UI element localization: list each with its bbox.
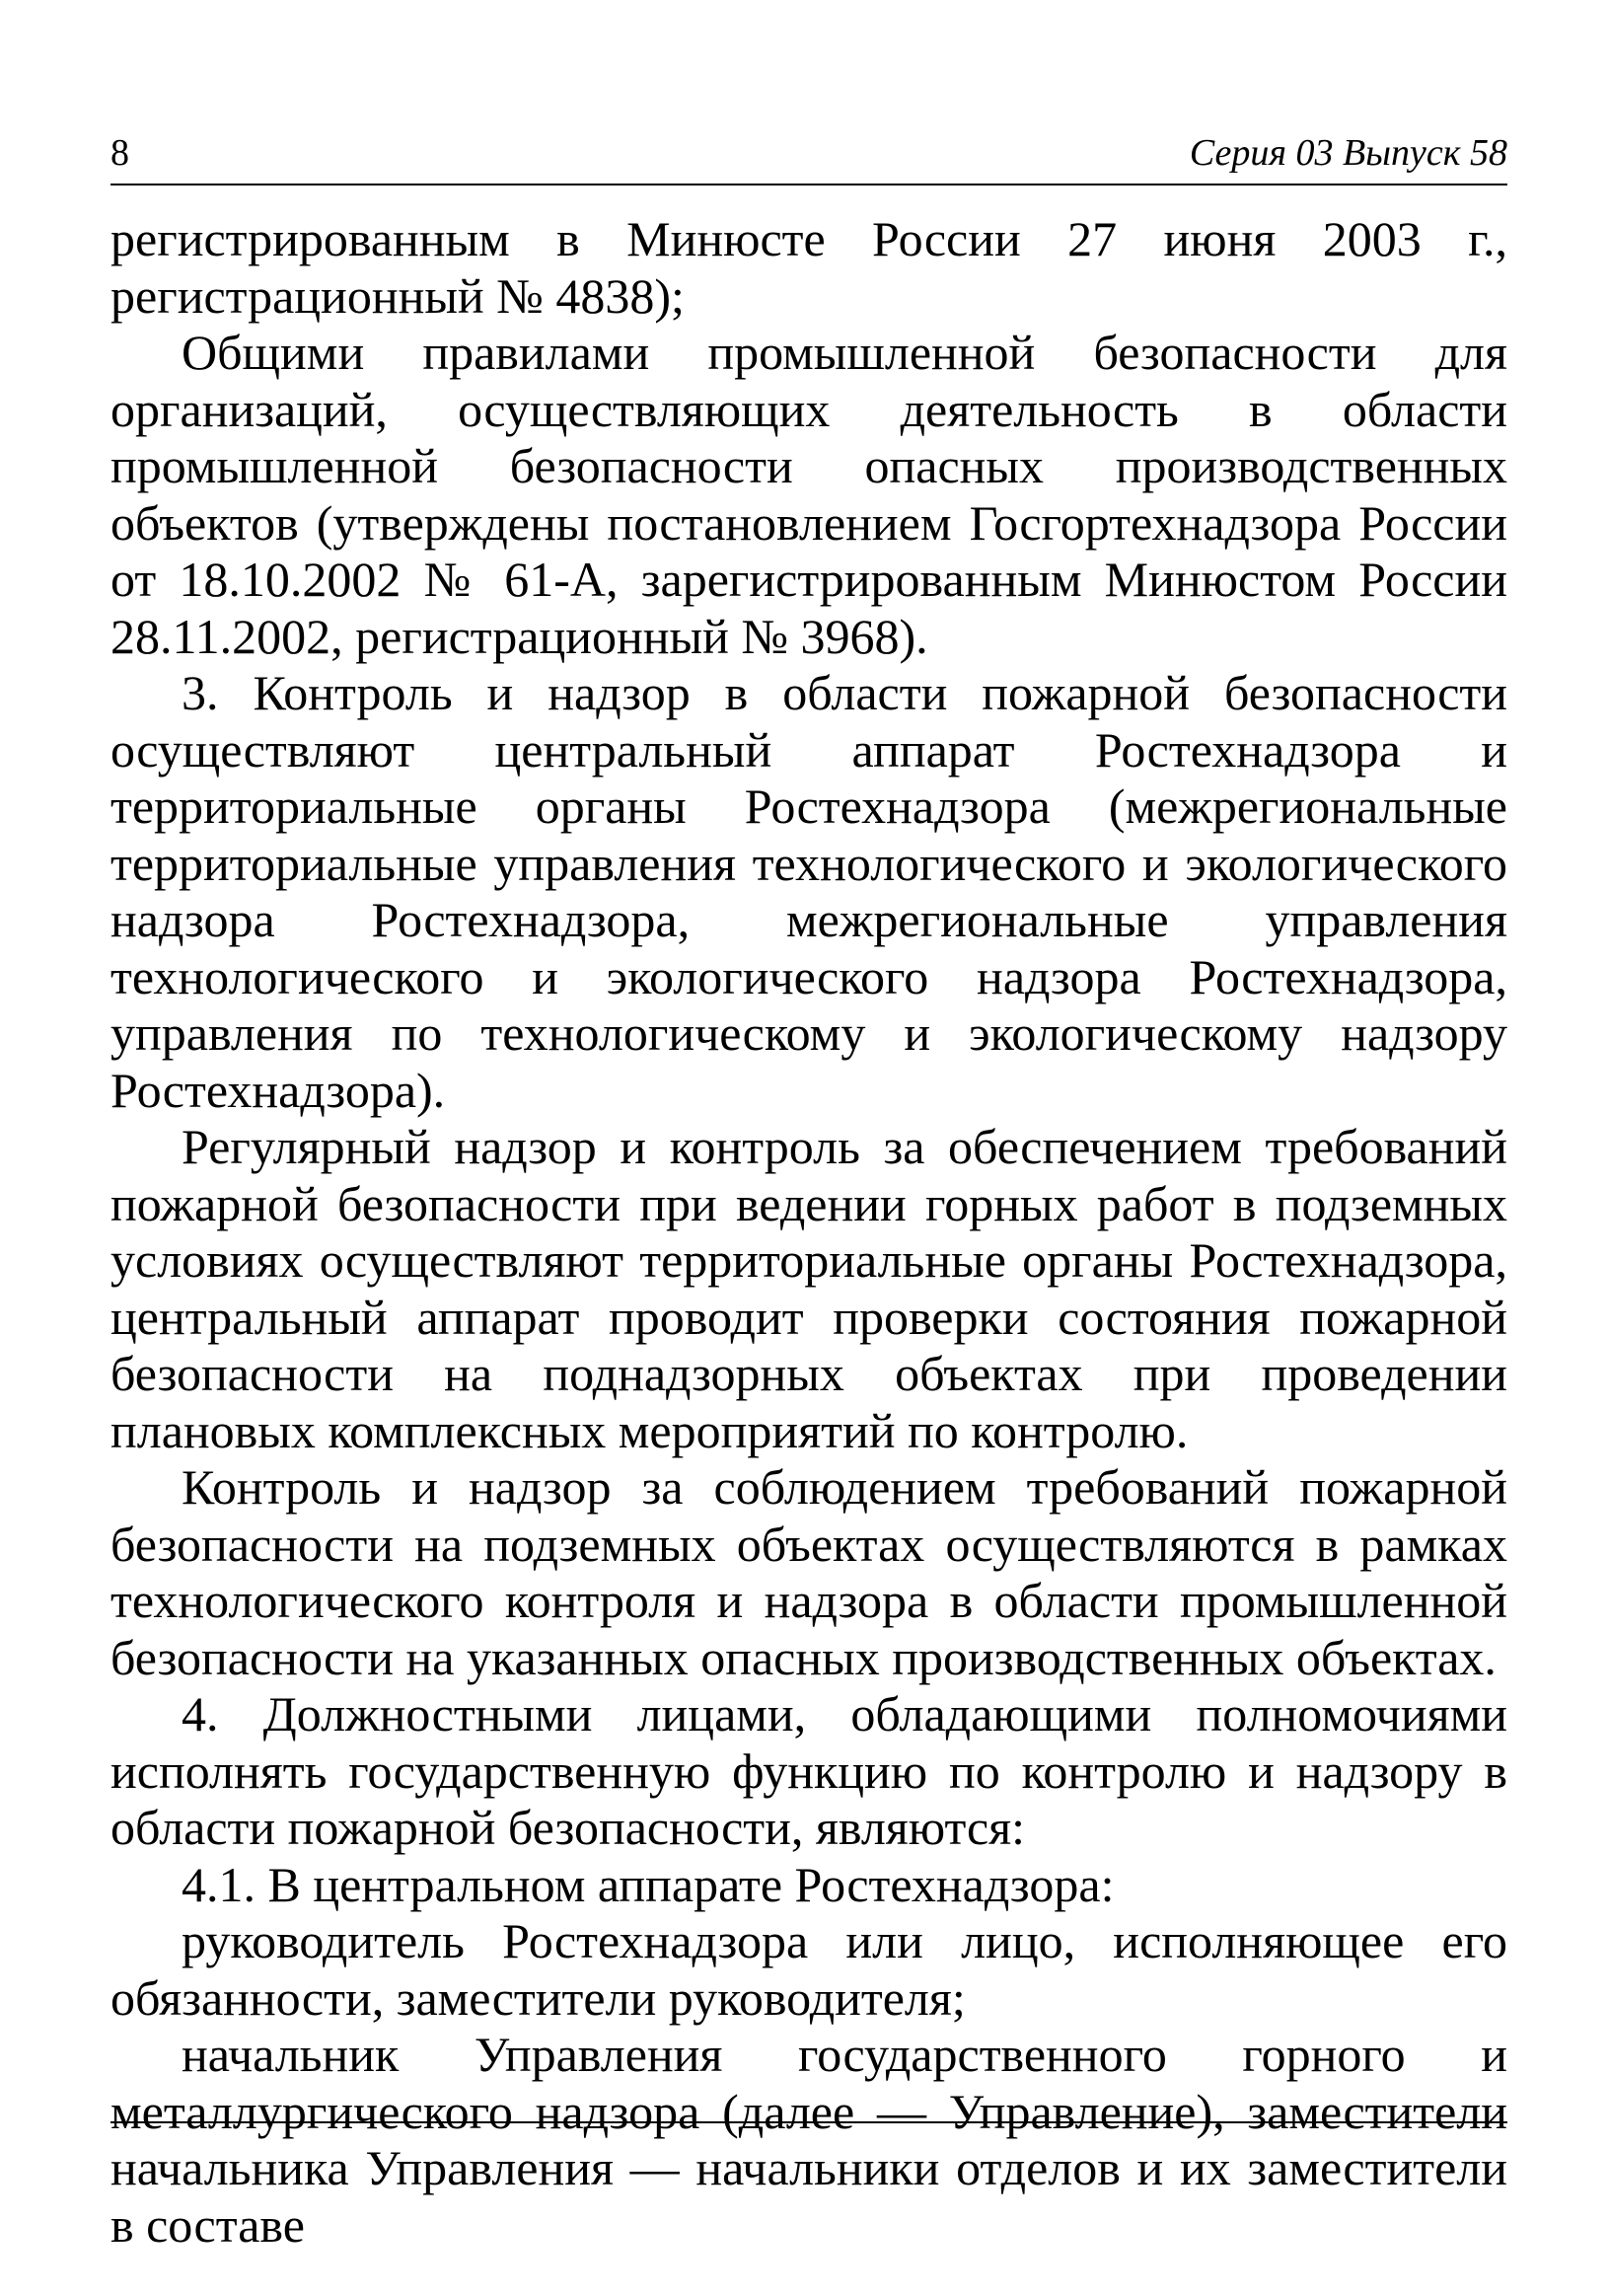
paragraph-item-4: 4. Должностными лицами, обладающими полномочиями исполнять государственную функцию по контролю и надзору в области пожарной безопасности, являются:	[110, 1686, 1507, 1855]
paragraph-continuation: регистрированным в Минюсте России 27 июня 2003 г., регистрационный № 4838);	[110, 211, 1507, 324]
page-header	[110, 128, 1507, 185]
paragraph: Общими правилами промышленной безопасности для организаций, осуществляющих деятельность в области промышленной безопасности опасных производственных объектов (утверждены постановлением Госгортехнадзора России от 18.10.2002 № 61-А, зарегистрированным Минюстом России 28.11.2002, регистрационный № 3968).	[110, 325, 1507, 664]
paragraph: Регулярный надзор и контроль за обеспечением требований пожарной безопасности при ведении горных работ в подземных условиях осуществляют территориальные органы Ростехнадзора, центральный аппарат проводит проверки состояния пожарной безопасности на поднадзорных объектах при проведении плановых комплексных мероприятий по контролю.	[110, 1119, 1507, 1458]
paragraph: Контроль и надзор за соблюдением требований пожарной безопасности на подземных объектах осуществляются в рамках технологического контроля и надзора в области промышленной безопасности на указанных опасных производственных объектах.	[110, 1459, 1507, 1685]
page-number: 8	[110, 132, 129, 174]
paragraph: начальник Управления государственного горного и металлургического надзора (далее — Управление), заместители начальника Управления — начальники отделов и их заместители в составе	[110, 2027, 1507, 2253]
body-text	[110, 211, 1507, 2254]
paragraph: руководитель Ростехнадзора или лицо, исполняющее его обязанности, заместители руководителя;	[110, 1913, 1507, 2026]
document-page	[110, 128, 1507, 2253]
footer-rule	[110, 2121, 1507, 2123]
running-head: Серия 03 Выпуск 58	[1189, 132, 1507, 174]
paragraph-item-4-1: 4.1. В центральном аппарате Ростехнадзора:	[182, 1856, 1115, 1912]
paragraph-item-3: 3. Контроль и надзор в области пожарной безопасности осуществляют центральный аппарат Ростехнадзора и территориальные органы Ростехнадзора (межрегиональные территориальные управления технологического и экологического надзора Ростехнадзора, межрегиональные управления технологического и экологического надзора Ростехнадзора, управления по технологическому и экологическому надзору Ростехнадзора).	[110, 665, 1507, 1118]
